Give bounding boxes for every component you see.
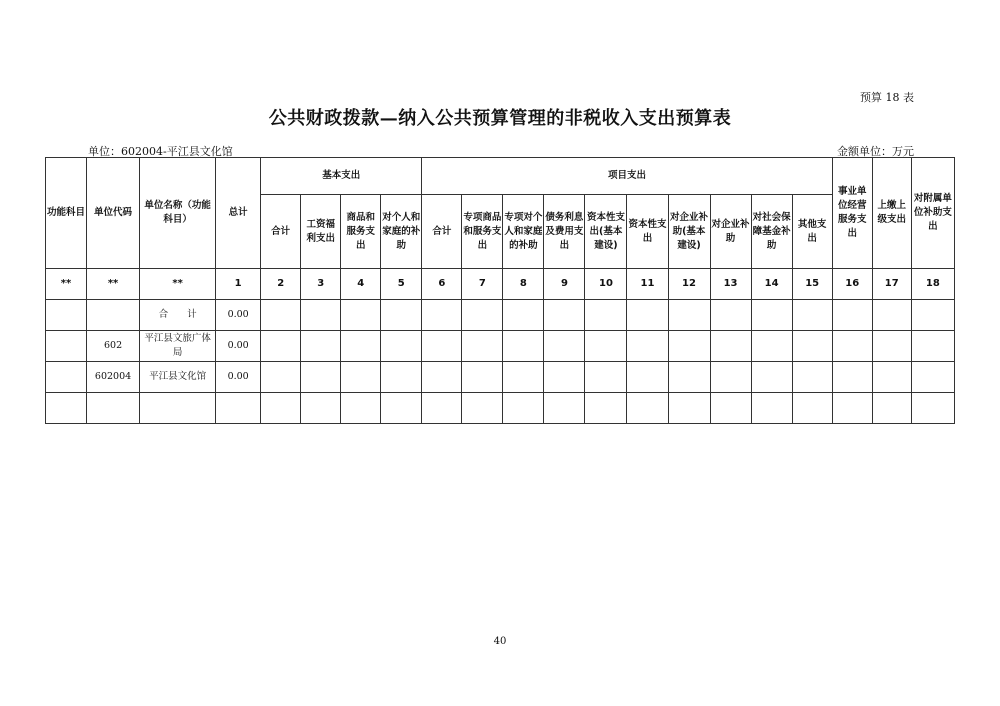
index-cell: 10	[585, 269, 627, 300]
header-group-basic: 基本支出	[261, 158, 422, 195]
table-row	[46, 300, 955, 331]
header-project-col: 合计	[422, 195, 462, 269]
page-number: 40	[493, 636, 507, 647]
index-cell: 9	[544, 269, 585, 300]
unit-name-cell	[140, 393, 216, 424]
total-cell: 0.00	[216, 300, 261, 331]
header-total: 总计	[216, 158, 261, 269]
index-cell: 6	[422, 269, 462, 300]
header-group-project: 项目支出	[422, 158, 832, 195]
index-cell: 18	[911, 269, 954, 300]
header-subsidy-affiliated: 对附属单位补助支出	[911, 158, 954, 269]
header-project-col: 其他支出	[792, 195, 832, 269]
index-cell: 7	[462, 269, 503, 300]
header-basic-col: 工资福利支出	[301, 195, 341, 269]
table-row	[46, 393, 955, 424]
header-project-col: 资本性支出	[627, 195, 668, 269]
header-func-subject: 功能科目	[46, 158, 87, 269]
amount-unit-label: 金额单位：万元	[837, 145, 914, 158]
index-cell: 14	[751, 269, 792, 300]
header-project-col: 对社会保障基金补助	[751, 195, 792, 269]
index-cell: 11	[627, 269, 668, 300]
unit-label: 单位：602004-平江县文化馆	[88, 145, 233, 158]
func-subject-cell	[46, 362, 87, 393]
unit-code-cell	[87, 300, 140, 331]
index-cell: 8	[503, 269, 544, 300]
index-cell: **	[46, 269, 87, 300]
index-cell: 3	[301, 269, 341, 300]
unit-code-cell	[87, 393, 140, 424]
func-subject-cell	[46, 331, 87, 362]
table-number: 预算 18 表	[860, 91, 914, 104]
index-cell: 1	[216, 269, 261, 300]
index-cell: 4	[341, 269, 381, 300]
header-project-col: 专项商品和服务支出	[462, 195, 503, 269]
header-turn-over: 上缴上级支出	[872, 158, 911, 269]
header-basic-col: 合计	[261, 195, 301, 269]
func-subject-cell	[46, 393, 87, 424]
header-basic-col: 对个人和家庭的补助	[381, 195, 422, 269]
table-row	[46, 362, 955, 393]
index-cell: 17	[872, 269, 911, 300]
header-unit-code: 单位代码	[87, 158, 140, 269]
header-basic-col: 商品和服务支出	[341, 195, 381, 269]
index-cell: 15	[792, 269, 832, 300]
header-project-col: 专项对个人和家庭的补助	[503, 195, 544, 269]
unit-name-cell: 平江县文化馆	[140, 362, 216, 393]
header-project-col: 对企业补助(基本建设)	[668, 195, 710, 269]
total-cell: 0.00	[216, 362, 261, 393]
table-row	[46, 331, 955, 362]
unit-name-cell: 合 计	[140, 300, 216, 331]
header-project-col: 对企业补助	[710, 195, 751, 269]
header-project-col: 资本性支出(基本建设)	[585, 195, 627, 269]
total-cell	[216, 393, 261, 424]
index-row	[46, 269, 955, 300]
page-title: 公共财政拨款—纳入公共预算管理的非税收入支出预算表	[268, 108, 732, 129]
index-cell: 2	[261, 269, 301, 300]
header-business-service: 事业单位经营服务支出	[832, 158, 872, 269]
unit-name-cell: 平江县文旅广体局	[140, 331, 216, 362]
budget-table	[45, 157, 955, 424]
total-cell: 0.00	[216, 331, 261, 362]
func-subject-cell	[46, 300, 87, 331]
index-cell: 12	[668, 269, 710, 300]
index-cell: 13	[710, 269, 751, 300]
index-cell: 16	[832, 269, 872, 300]
index-cell: **	[87, 269, 140, 300]
index-cell: **	[140, 269, 216, 300]
unit-code-cell: 602004	[87, 362, 140, 393]
header-project-col: 债务利息及费用支出	[544, 195, 585, 269]
header-unit-name: 单位名称（功能科目）	[140, 158, 216, 269]
index-cell: 5	[381, 269, 422, 300]
unit-code-cell: 602	[87, 331, 140, 362]
